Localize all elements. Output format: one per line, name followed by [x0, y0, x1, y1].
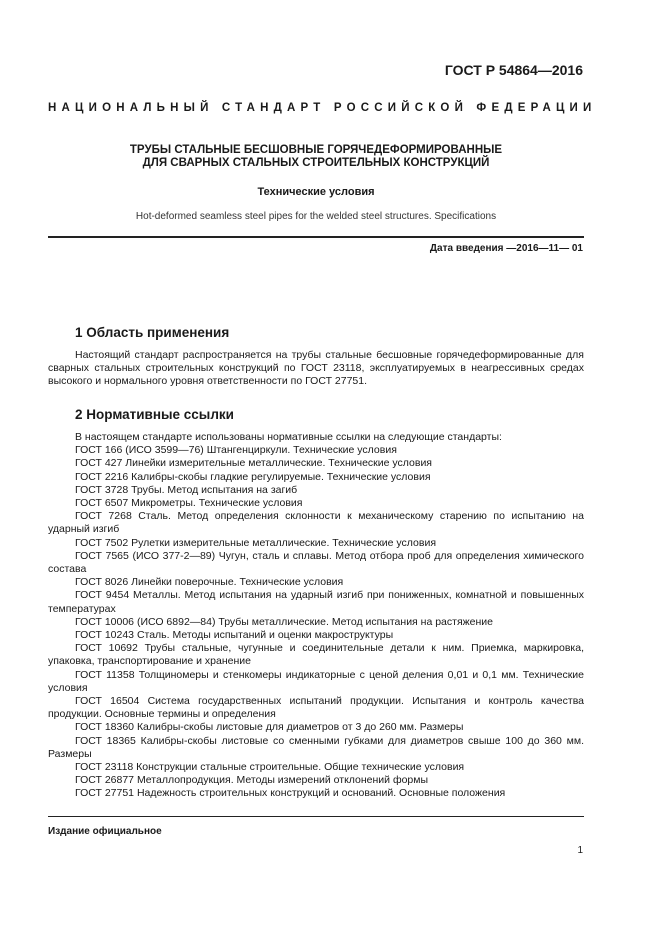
reference-item: ГОСТ 10006 (ИСО 6892—84) Трубы металлические. Метод испытания на растяжение — [75, 615, 494, 628]
reference-item: ГОСТ 7502 Рулетки измерительные металлические. Технические условия — [75, 536, 437, 549]
reference-item: ГОСТ 3728 Трубы. Метод испытания на загиб — [75, 483, 298, 496]
section-2-heading: 2 Нормативные ссылки — [75, 407, 234, 422]
reference-item: ГОСТ 23118 Конструкции стальные строительные. Общие технические условия — [75, 761, 465, 774]
section-2-body — [48, 431, 584, 801]
standard-number: ГОСТ Р 54864—2016 — [444, 62, 583, 78]
reference-item: ГОСТ 16504 Система государственных испытаний продукции. Испытания и контроль качества продукции. Основные термины и определения — [48, 695, 584, 721]
reference-item: ГОСТ 7565 (ИСО 377-2—89) Чугун, сталь и сплавы. Метод отбора проб для определения химического состава — [48, 549, 584, 576]
reference-item: ГОСТ 166 (ИСО 3599—76) Штангенциркули. Технические условия — [75, 444, 397, 457]
title-line-2: ДЛЯ СВАРНЫХ СТАЛЬНЫХ СТРОИТЕЛЬНЫХ КОНСТРУКЦИЙ — [142, 157, 490, 169]
reference-item: ГОСТ 10692 Трубы стальные, чугунные и соединительные детали к ним. Приемка, маркировка, упаковка, транспортирование и хранение — [48, 642, 584, 668]
document-subtitle: Технические условия — [257, 186, 375, 198]
reference-item: ГОСТ 27751 Надежность строительных конструкций и оснований. Основные положения — [75, 787, 506, 800]
reference-item: ГОСТ 6507 Микрометры. Технические условия — [75, 497, 303, 510]
footer-divider — [48, 816, 584, 817]
reference-item: ГОСТ 9454 Металлы. Метод испытания на ударный изгиб при пониженных, комнатной и повышенных температурах — [48, 589, 584, 615]
introduction-date: Дата введения —2016—11— 01 — [429, 243, 583, 254]
reference-item: ГОСТ 2216 Калибры-скобы гладкие регулируемые. Технические условия — [75, 470, 431, 483]
reference-item: ГОСТ 11358 Толщиномеры и стенкомеры индикаторные с ценой деления 0,01 и 0,1 мм. Технические условия — [48, 668, 584, 694]
document-title — [48, 144, 584, 170]
title-divider — [48, 236, 584, 238]
section-1-body — [48, 349, 584, 389]
section-1-heading: 1 Область применения — [75, 325, 230, 340]
national-standard-title: НАЦИОНАЛЬНЫЙ СТАНДАРТ РОССИЙСКОЙ ФЕДЕРАЦИИ — [48, 102, 597, 114]
reference-item: ГОСТ 26877 Металлопродукция. Методы измерений отклонений формы — [75, 774, 429, 787]
reference-item: ГОСТ 7268 Сталь. Метод определения склонности к механическому старению по испытанию на ударный изгиб — [48, 510, 584, 536]
reference-item: ГОСТ 8026 Линейки поверочные. Технические условия — [75, 576, 344, 589]
reference-item: ГОСТ 18360 Калибры-скобы листовые для диаметров от 3 до 260 мм. Размеры — [75, 721, 464, 734]
reference-item: ГОСТ 427 Линейки измерительные металлические. Технические условия — [75, 457, 432, 470]
reference-item: ГОСТ 18365 Калибры-скобы листовые со сменными губками для диаметров свыше 100 до 360 мм. Размеры — [48, 734, 584, 760]
reference-item: ГОСТ 10243 Сталь. Методы испытаний и оценки макроструктуры — [75, 629, 394, 642]
title-line-1: ТРУБЫ СТАЛЬНЫЕ БЕСШОВНЫЕ ГОРЯЧЕДЕФОРМИРОВАННЫЕ — [129, 144, 503, 156]
english-title: Hot-deformed seamless steel pipes for the welded steel structures. Specifications — [135, 211, 497, 222]
section-1-paragraph: Настоящий стандарт распространяется на трубы стальные бесшовные горячедеформированные для сварных стальных строительных конструкций по ГОСТ 23118, эксплуатируемых в неагрессивных средах высокого и нормального уровня ответственности по ГОСТ 27751. — [48, 349, 584, 388]
official-edition-label: Издание официальное — [48, 826, 162, 837]
page-number: 1 — [577, 845, 583, 856]
reference-item: В настоящем стандарте использованы нормативные ссылки на следующие стандарты: — [75, 431, 502, 443]
